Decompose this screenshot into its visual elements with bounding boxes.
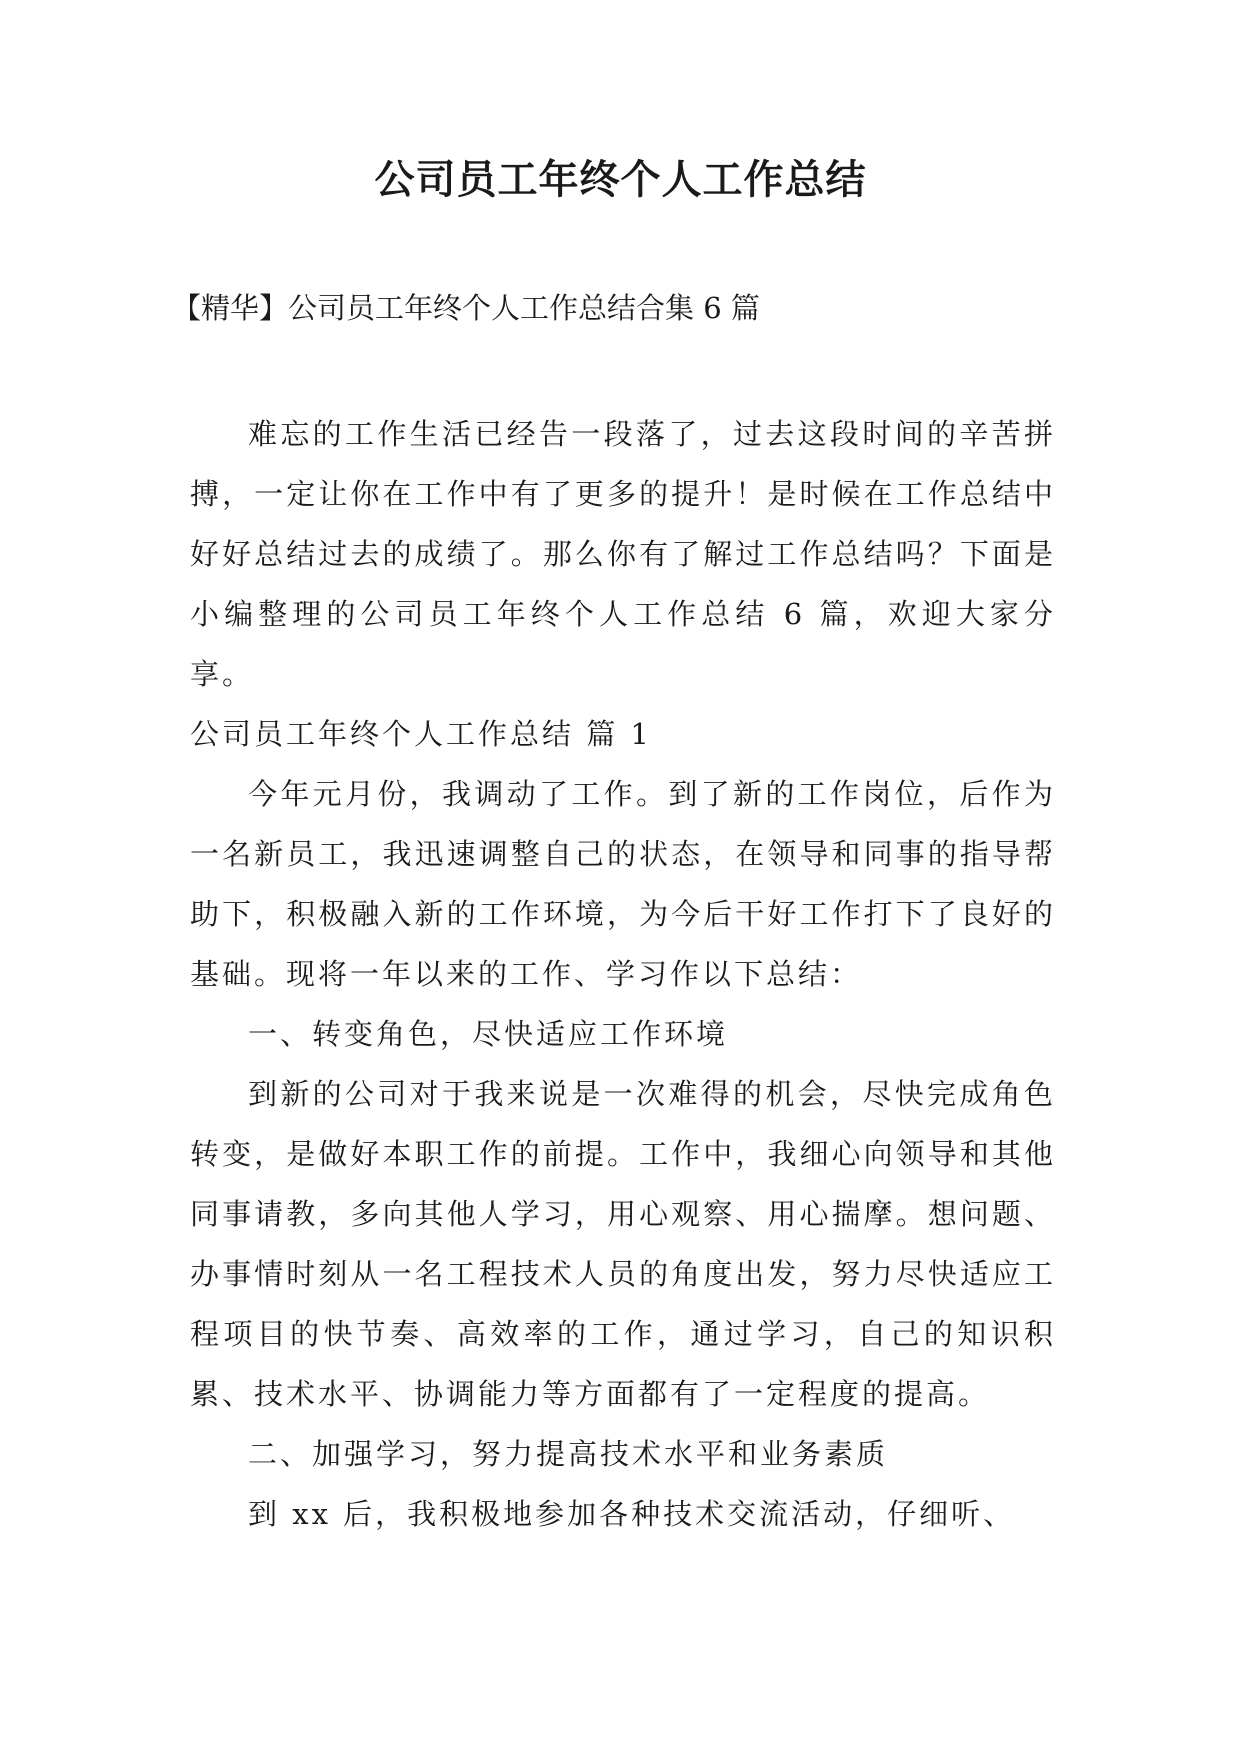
section-heading-part-1: 公司员工年终个人工作总结 篇 1 bbox=[190, 717, 652, 751]
section-heading: 一、转变角色，尽快适应工作环境 bbox=[248, 1017, 729, 1051]
body-paragraph: 到新的公司对于我来说是一次难得的机会，尽快完成角色转变，是做好本职工作的前提。工作中，我细心向领导和其他同事请教，多向其他人学习，用心观察、用心揣摩。想问题、办事情时刻从一名工程技术人员的角度出发，努力尽快适应工程项目的快节奏、高效率的工作，通过学习，自己的知识积累、技术水平、协调能力等方面都有了一定程度的提高。 bbox=[190, 1077, 1056, 1411]
section-heading: 二、加强学习，努力提高技术水平和业务素质 bbox=[248, 1437, 889, 1471]
document-subtitle: 【精华】公司员工年终个人工作总结合集 6 篇 bbox=[172, 291, 760, 325]
document-title: 公司员工年终个人工作总结 bbox=[374, 157, 867, 203]
body-paragraph: 今年元月份，我调动了工作。到了新的工作岗位，后作为一名新员工，我迅速调整自己的状态，在领导和同事的指导帮助下，积极融入新的工作环境，为今后干好工作打下了良好的基础。现将一年以来的工作、学习作以下总结： bbox=[190, 777, 1056, 991]
document-body bbox=[190, 404, 1056, 1544]
body-paragraph: 到 xx 后，我积极地参加各种技术交流活动，仔细听、 bbox=[248, 1497, 1016, 1531]
intro-paragraph: 难忘的工作生活已经告一段落了，过去这段时间的辛苦拼搏，一定让你在工作中有了更多的提升！是时候在工作总结中好好总结过去的成绩了。那么你有了解过工作总结吗？下面是小编整理的公司员工年终个人工作总结 6 篇，欢迎大家分享。 bbox=[190, 417, 1056, 691]
